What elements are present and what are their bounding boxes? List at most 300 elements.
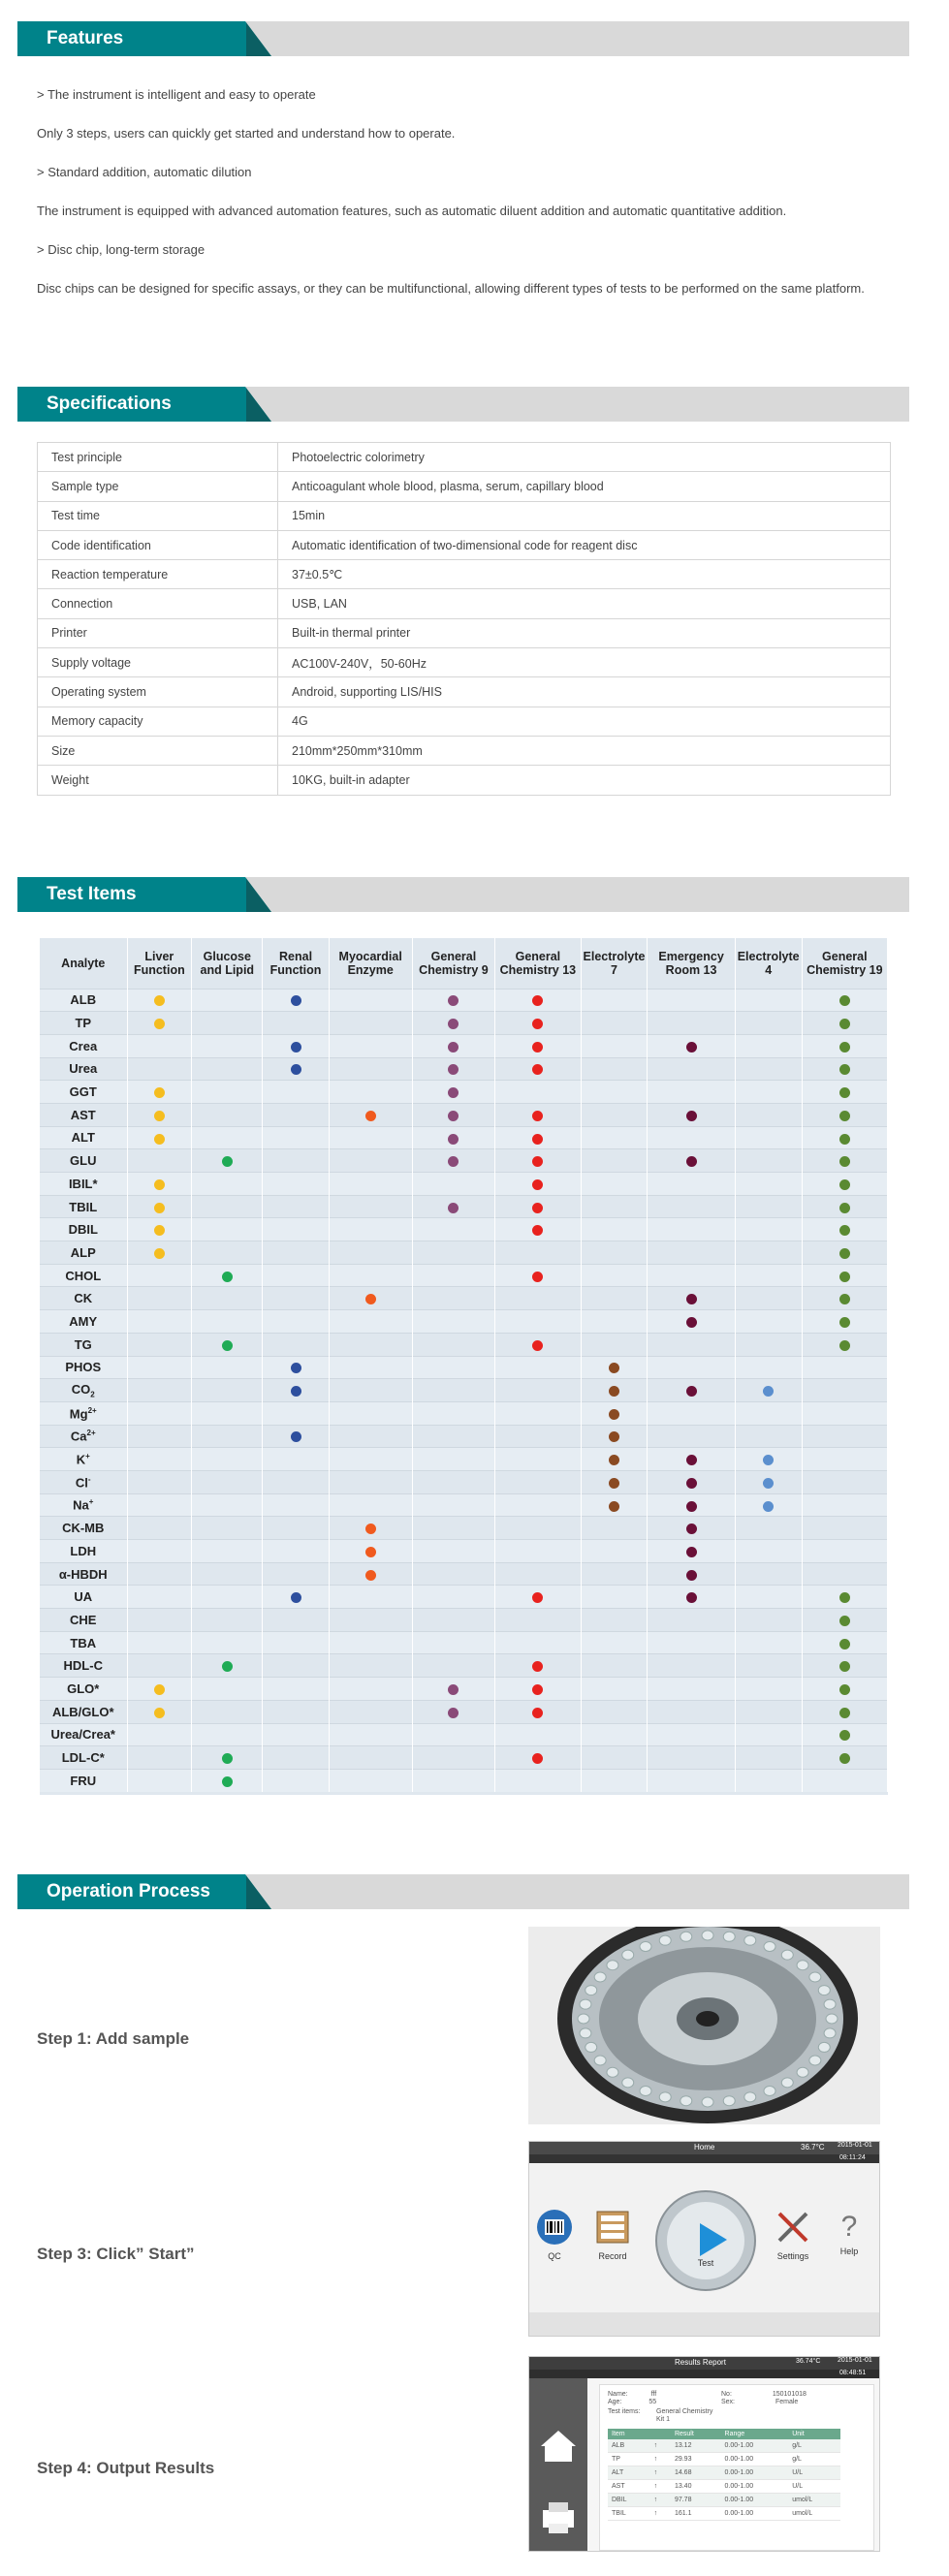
panel-cell — [735, 1149, 802, 1173]
panel-cell — [127, 1448, 192, 1471]
help-label: Help — [839, 2246, 859, 2256]
panel-cell — [329, 1264, 412, 1287]
test-item-row — [40, 1493, 888, 1517]
panel-cell — [412, 1310, 495, 1334]
drawer-icon — [591, 2208, 634, 2246]
report-title: Results Report — [675, 2358, 726, 2367]
panel-cell — [127, 1149, 192, 1173]
step-3-label: Step 3: Click” Start” — [37, 2245, 195, 2263]
analyte-name: α-HBDH — [40, 1562, 127, 1586]
report-cell: 0.00-1.00 — [721, 2466, 789, 2480]
test-item-row — [40, 1012, 888, 1035]
panel-cell — [495, 1540, 581, 1563]
included-dot — [154, 1684, 165, 1695]
panel-cell — [648, 1654, 735, 1678]
help-button[interactable] — [830, 2208, 869, 2254]
panel-cell — [192, 1448, 263, 1471]
panel-cell — [329, 1287, 412, 1310]
panel-cell — [648, 1310, 735, 1334]
test-item-row — [40, 1333, 888, 1356]
panel-cell — [648, 989, 735, 1012]
panel-cell — [263, 1310, 329, 1334]
panel-cell — [127, 1562, 192, 1586]
included-dot — [839, 1203, 850, 1213]
spec-value: Anticoagulant whole blood, plasma, serum, capillary blood — [278, 472, 891, 501]
home-icon[interactable] — [529, 2417, 587, 2475]
panel-cell — [648, 1287, 735, 1310]
tools-icon — [772, 2208, 814, 2246]
included-dot — [839, 1087, 850, 1098]
panel-cell — [735, 1609, 802, 1632]
panel-cell — [581, 1356, 648, 1379]
spec-value: Built-in thermal printer — [278, 618, 891, 647]
included-dot — [839, 1708, 850, 1718]
panel-cell — [192, 1517, 263, 1540]
panel-cell — [581, 1287, 648, 1310]
results-report-screen — [528, 2356, 880, 2552]
panel-cell — [192, 1149, 263, 1173]
panel-cell — [263, 1769, 329, 1792]
panel-cell — [263, 1586, 329, 1609]
included-dot — [154, 1248, 165, 1259]
report-cell: 29.93 — [671, 2453, 721, 2466]
included-dot — [532, 1179, 543, 1190]
analyte-name: IBIL* — [40, 1173, 127, 1196]
panel-cell — [802, 1540, 887, 1563]
included-dot — [154, 1134, 165, 1145]
panel-cell — [329, 1241, 412, 1265]
panel-cell — [127, 1057, 192, 1081]
included-dot — [839, 1272, 850, 1282]
panel-cell — [192, 1425, 263, 1448]
panel-cell — [412, 1333, 495, 1356]
panel-cell — [192, 1654, 263, 1678]
panel-cell — [581, 1081, 648, 1104]
record-label: Record — [598, 2251, 627, 2261]
report-cell: g/L — [788, 2439, 840, 2453]
report-cell: 0.00-1.00 — [721, 2507, 789, 2521]
panel-cell — [329, 1379, 412, 1402]
panel-cell — [735, 1241, 802, 1265]
test-item-row — [40, 1218, 888, 1241]
panel-cell — [192, 1173, 263, 1196]
panel-cell — [581, 1678, 648, 1701]
panel-cell — [263, 1195, 329, 1218]
home-screen-title: Home — [694, 2143, 715, 2152]
panel-cell — [735, 1540, 802, 1563]
panel-cell — [735, 1448, 802, 1471]
panel-cell — [412, 1723, 495, 1746]
panel-cell — [735, 1723, 802, 1746]
included-dot — [609, 1455, 619, 1465]
included-dot — [839, 1730, 850, 1741]
panel-cell — [127, 1723, 192, 1746]
panel-cell — [127, 1654, 192, 1678]
specifications-title: Specifications — [47, 393, 172, 414]
panel-cell — [329, 1126, 412, 1149]
panel-cell — [412, 1057, 495, 1081]
analyte-name: $CO_2$ — [40, 1379, 127, 1402]
panel-cell — [495, 1287, 581, 1310]
spec-key: Test principle — [38, 443, 278, 472]
included-dot — [839, 1753, 850, 1764]
spec-value: Android, supporting LIS/HIS — [278, 677, 891, 707]
panel-cell — [329, 1540, 412, 1563]
panel-cell — [648, 1333, 735, 1356]
panel-cell — [192, 1241, 263, 1265]
analyte-name: Urea — [40, 1057, 127, 1081]
report-row — [608, 2480, 840, 2494]
included-dot — [686, 1455, 697, 1465]
panel-cell — [648, 1470, 735, 1493]
panel-cell — [263, 1057, 329, 1081]
panel-cell — [263, 1723, 329, 1746]
included-dot — [291, 1386, 301, 1397]
report-cell: ↑ — [650, 2453, 671, 2466]
panel-cell — [127, 1401, 192, 1425]
panel-cell — [412, 1517, 495, 1540]
panel-cell — [192, 989, 263, 1012]
panel-cell — [127, 1081, 192, 1104]
panel-cell — [581, 1562, 648, 1586]
panel-cell — [581, 1195, 648, 1218]
test-button[interactable] — [655, 2190, 756, 2291]
test-item-row — [40, 1057, 888, 1081]
panel-cell — [802, 1562, 887, 1586]
report-cell: 13.40 — [671, 2480, 721, 2494]
panel-cell — [329, 1310, 412, 1334]
panel-cell — [412, 1470, 495, 1493]
panel-cell — [412, 1746, 495, 1770]
included-dot — [839, 1019, 850, 1029]
panel-cell — [192, 1126, 263, 1149]
step-1-label: Step 1: Add sample — [37, 2029, 190, 2048]
panel-cell — [648, 1379, 735, 1402]
test-items-header — [17, 877, 909, 912]
included-dot — [839, 1661, 850, 1672]
features-title: Features — [47, 28, 124, 48]
included-dot — [222, 1272, 233, 1282]
panel-cell — [735, 1287, 802, 1310]
printer-icon[interactable] — [529, 2495, 587, 2543]
panel-cell — [412, 1173, 495, 1196]
panel-cell — [412, 1149, 495, 1173]
report-cell: 0.00-1.00 — [721, 2439, 789, 2453]
panel-cell — [735, 1425, 802, 1448]
test-item-row — [40, 1149, 888, 1173]
spec-row — [38, 707, 891, 736]
panel-cell — [263, 1149, 329, 1173]
panel-cell — [802, 1081, 887, 1104]
panel-cell — [329, 1723, 412, 1746]
panel-cell — [127, 1218, 192, 1241]
report-time: 08:48:51 — [839, 2370, 867, 2376]
report-cell: 97.78 — [671, 2494, 721, 2507]
test-item-row — [40, 1173, 888, 1196]
test-item-row — [40, 989, 888, 1012]
included-dot — [154, 1708, 165, 1718]
feature-heading-3: > Disc chip, long-term storage — [37, 242, 206, 257]
included-dot — [154, 1179, 165, 1190]
panel-cell — [192, 1609, 263, 1632]
panel-cell — [802, 1517, 887, 1540]
panel-cell — [495, 1562, 581, 1586]
panel-cell — [581, 1126, 648, 1149]
spec-key: Printer — [38, 618, 278, 647]
included-dot — [763, 1455, 774, 1465]
included-dot — [686, 1386, 697, 1397]
panel-cell — [192, 1195, 263, 1218]
panel-cell — [581, 1264, 648, 1287]
panel-cell — [735, 1126, 802, 1149]
included-dot — [609, 1409, 619, 1420]
report-row — [608, 2494, 840, 2507]
panel-cell — [495, 1218, 581, 1241]
panel-cell — [495, 1425, 581, 1448]
included-dot — [839, 1248, 850, 1259]
panel-cell — [735, 1654, 802, 1678]
panel-cell — [802, 1379, 887, 1402]
spec-row — [38, 560, 891, 589]
panel-cell — [192, 1034, 263, 1057]
panel-cell — [329, 1493, 412, 1517]
included-dot — [839, 1639, 850, 1649]
settings-button[interactable] — [772, 2208, 814, 2261]
panel-cell — [192, 1746, 263, 1770]
included-dot — [686, 1042, 697, 1052]
panel-cell — [412, 1379, 495, 1402]
panel-cell — [329, 1103, 412, 1126]
analyte-name: ALB/GLO* — [40, 1700, 127, 1723]
analyte-name: AST — [40, 1103, 127, 1126]
panel-cell — [802, 989, 887, 1012]
panel-cell — [192, 1012, 263, 1035]
included-dot — [839, 1042, 850, 1052]
panel-header: Renal Function — [263, 938, 329, 989]
spec-key: Memory capacity — [38, 707, 278, 736]
panel-cell — [192, 1723, 263, 1746]
analyte-name: AMY — [40, 1310, 127, 1334]
panel-cell — [412, 1425, 495, 1448]
panel-cell — [329, 1517, 412, 1540]
report-items-label: Test items: — [608, 2408, 641, 2415]
panel-cell — [495, 1448, 581, 1471]
report-cell: 0.00-1.00 — [721, 2480, 789, 2494]
analyte-name: Urea/Crea* — [40, 1723, 127, 1746]
panel-cell — [495, 1356, 581, 1379]
panel-cell — [329, 1769, 412, 1792]
analyte-name: ALB — [40, 989, 127, 1012]
panel-cell — [495, 1264, 581, 1287]
spec-value: 10KG, built-in adapter — [278, 766, 891, 795]
panel-cell — [495, 1654, 581, 1678]
included-dot — [154, 1111, 165, 1121]
panel-cell — [263, 1609, 329, 1632]
panel-cell — [192, 1310, 263, 1334]
panel-cell — [127, 1333, 192, 1356]
panel-cell — [127, 989, 192, 1012]
panel-cell — [495, 1493, 581, 1517]
panel-cell — [802, 1493, 887, 1517]
features-header — [17, 21, 909, 56]
included-dot — [686, 1547, 697, 1557]
panel-cell — [127, 1609, 192, 1632]
spec-row — [38, 472, 891, 501]
analyte-name: ALP — [40, 1241, 127, 1265]
panel-cell — [648, 1493, 735, 1517]
panel-cell — [263, 1012, 329, 1035]
panel-cell — [802, 1769, 887, 1792]
included-dot — [609, 1478, 619, 1489]
panel-cell — [802, 1218, 887, 1241]
included-dot — [532, 1111, 543, 1121]
panel-cell — [581, 1241, 648, 1265]
panel-cell — [263, 1562, 329, 1586]
panel-cell — [127, 1264, 192, 1287]
panel-cell — [329, 1700, 412, 1723]
panel-cell — [648, 1173, 735, 1196]
panel-cell — [329, 1631, 412, 1654]
panel-cell — [735, 1678, 802, 1701]
operation-title: Operation Process — [47, 1881, 210, 1901]
included-dot — [686, 1524, 697, 1534]
report-sex-label: Sex: — [721, 2399, 736, 2405]
panel-header: Emergency Room 13 — [648, 938, 735, 989]
included-dot — [532, 1156, 543, 1167]
panel-cell — [329, 1470, 412, 1493]
test-items-table — [40, 938, 888, 1792]
spec-value: Photoelectric colorimetry — [278, 443, 891, 472]
test-item-row — [40, 1310, 888, 1334]
included-dot — [154, 1019, 165, 1029]
test-item-row — [40, 1241, 888, 1265]
panel-cell — [802, 1195, 887, 1218]
panel-header: Glucose and Lipid — [192, 938, 263, 989]
report-header-cell: Unit — [792, 2431, 805, 2437]
test-item-row — [40, 1103, 888, 1126]
panel-cell — [192, 1057, 263, 1081]
report-cell: DBIL — [608, 2494, 650, 2507]
panel-cell — [127, 1700, 192, 1723]
report-age-label: Age: — [608, 2399, 622, 2405]
test-item-row — [40, 1081, 888, 1104]
panel-cell — [802, 1310, 887, 1334]
panel-cell — [329, 1034, 412, 1057]
panel-cell — [412, 1356, 495, 1379]
panel-cell — [263, 1654, 329, 1678]
spec-key: Test time — [38, 501, 278, 530]
report-cell: 161.1 — [671, 2507, 721, 2521]
included-dot — [154, 1203, 165, 1213]
report-results-table — [608, 2429, 840, 2521]
included-dot — [291, 1592, 301, 1603]
test-item-row — [40, 1562, 888, 1586]
panel-cell — [495, 1195, 581, 1218]
panel-cell — [648, 1195, 735, 1218]
included-dot — [365, 1111, 376, 1121]
home-screen-date: 2015-01-01 — [838, 2142, 872, 2149]
panel-cell — [329, 1333, 412, 1356]
panel-cell — [735, 1517, 802, 1540]
panel-cell — [127, 1586, 192, 1609]
spec-row — [38, 618, 891, 647]
panel-cell — [263, 1173, 329, 1196]
included-dot — [365, 1570, 376, 1581]
included-dot — [532, 1684, 543, 1695]
spec-key: Connection — [38, 589, 278, 618]
panel-cell — [329, 1678, 412, 1701]
panel-cell — [581, 1057, 648, 1081]
home-screen — [528, 2141, 880, 2337]
panel-header: General Chemistry 19 — [802, 938, 887, 989]
report-temp: 36.74°C — [796, 2358, 821, 2365]
included-dot — [532, 1203, 543, 1213]
panel-cell — [581, 1173, 648, 1196]
panel-cell — [127, 1287, 192, 1310]
panel-cell — [263, 1034, 329, 1057]
panel-cell — [648, 1401, 735, 1425]
panel-cell — [127, 1126, 192, 1149]
panel-cell — [581, 989, 648, 1012]
barcode-icon — [535, 2208, 574, 2246]
specifications-header — [17, 387, 909, 422]
included-dot — [839, 1616, 850, 1626]
panel-cell — [263, 1356, 329, 1379]
panel-cell — [412, 1700, 495, 1723]
analyte-name: DBIL — [40, 1218, 127, 1241]
record-button[interactable] — [591, 2208, 634, 2261]
panel-cell — [412, 989, 495, 1012]
panel-cell — [802, 1034, 887, 1057]
panel-cell — [581, 1769, 648, 1792]
report-cell: umol/L — [788, 2507, 840, 2521]
analyte-name: CK-MB — [40, 1517, 127, 1540]
panel-cell — [581, 1149, 648, 1173]
feature-heading-2: > Standard addition, automatic dilution — [37, 165, 252, 179]
qc-button[interactable] — [535, 2208, 574, 2261]
panel-cell — [192, 1287, 263, 1310]
panel-cell — [802, 1241, 887, 1265]
report-cell: ALB — [608, 2439, 650, 2453]
included-dot — [839, 1111, 850, 1121]
panel-cell — [648, 1034, 735, 1057]
included-dot — [763, 1501, 774, 1512]
panel-cell — [735, 1310, 802, 1334]
test-item-row — [40, 1425, 888, 1448]
panel-cell — [735, 1057, 802, 1081]
included-dot — [448, 1064, 459, 1075]
panel-cell — [263, 1517, 329, 1540]
included-dot — [532, 1708, 543, 1718]
panel-cell — [263, 1241, 329, 1265]
panel-cell — [802, 1264, 887, 1287]
panel-cell — [495, 1470, 581, 1493]
included-dot — [532, 1064, 543, 1075]
included-dot — [532, 1042, 543, 1052]
test-item-row — [40, 1654, 888, 1678]
panel-cell — [495, 1746, 581, 1770]
spec-value: Automatic identification of two-dimensional code for reagent disc — [278, 530, 891, 559]
panel-cell — [802, 1448, 887, 1471]
spec-row — [38, 443, 891, 472]
panel-cell — [735, 1333, 802, 1356]
test-item-row — [40, 1126, 888, 1149]
test-label: Test — [697, 2258, 714, 2268]
panel-cell — [412, 1586, 495, 1609]
panel-cell — [495, 1012, 581, 1035]
panel-cell — [648, 1586, 735, 1609]
report-cell: ↑ — [650, 2494, 671, 2507]
